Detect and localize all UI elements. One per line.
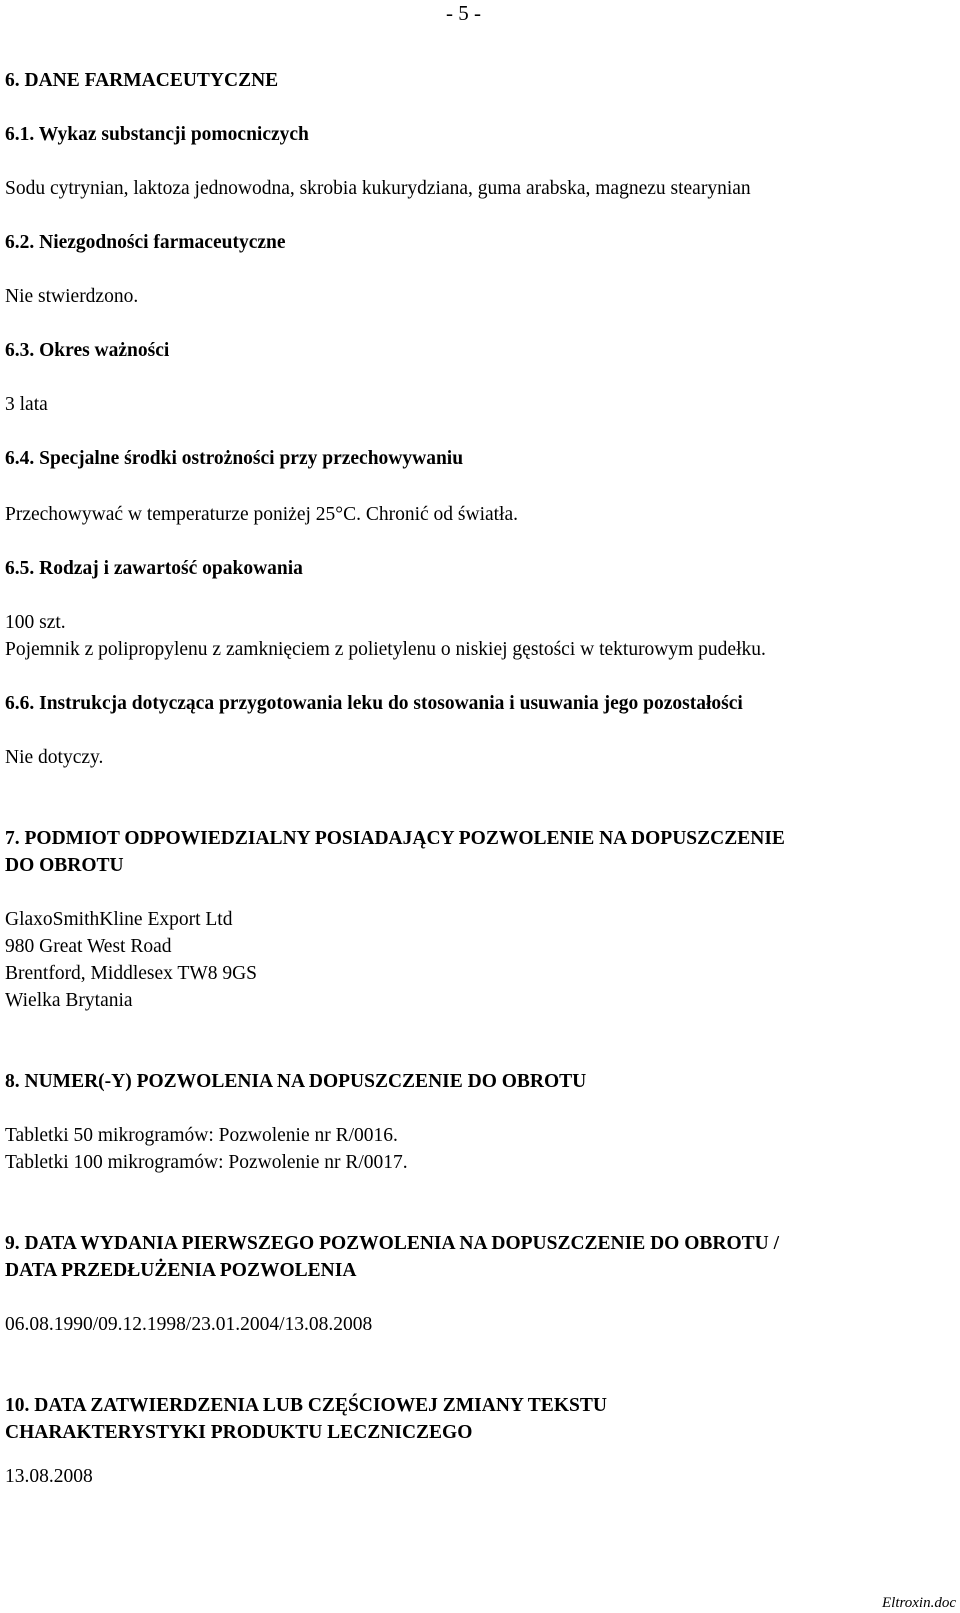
section-10-date: 13.08.2008 [5, 1466, 93, 1487]
section-9-dates: 06.08.1990/09.12.1998/23.01.2004/13.08.2008 [5, 1314, 373, 1335]
section-9-heading-line1: 9. DATA WYDANIA PIERWSZEGO POZWOLENIA NA DOPUSZCZENIE DO OBROTU / [5, 1233, 780, 1254]
section-9-heading-line2: DATA PRZEDŁUŻENIA POZWOLENIA [5, 1260, 357, 1281]
section-10-heading-line2: CHARAKTERYSTYKI PRODUKTU LECZNICZEGO [5, 1422, 473, 1443]
address-line: Brentford, Middlesex TW8 9GS [5, 963, 258, 984]
section-7-heading-line2: DO OBROTU [5, 855, 124, 876]
section-7-heading-line1: 7. PODMIOT ODPOWIEDZIALNY POSIADAJĄCY POZWOLENIE NA DOPUSZCZENIE [5, 828, 785, 849]
address-line: 980 Great West Road [5, 936, 172, 957]
section-6-1-text: Sodu cytrynian, laktoza jednowodna, skrobia kukurydziana, guma arabska, magnezu stearynian [5, 178, 751, 199]
section-6-5-text-line1: 100 szt. [5, 612, 66, 633]
section-6-4-text: Przechowywać w temperaturze poniżej 25°C. Chronić od światła. [5, 504, 519, 525]
section-6-2-text: Nie stwierdzono. [5, 286, 139, 307]
section-6-1-heading: 6.1. Wykaz substancji pomocniczych [5, 124, 309, 145]
section-6-6-heading: 6.6. Instrukcja dotycząca przygotowania leku do stosowania i usuwania jego pozostałości [5, 693, 743, 714]
authorization-line: Tabletki 50 mikrogramów: Pozwolenie nr R/0016. [5, 1125, 398, 1146]
footer-filename: Eltroxin.doc [881, 1595, 956, 1611]
section-8-heading: 8. NUMER(-Y) POZWOLENIA NA DOPUSZCZENIE DO OBROTU [5, 1071, 587, 1092]
section-6-5-heading: 6.5. Rodzaj i zawartość opakowania [5, 558, 303, 579]
section-6-6-text: Nie dotyczy. [5, 747, 104, 768]
section-10-heading-line1: 10. DATA ZATWIERDZENIA LUB CZĘŚCIOWEJ ZMIANY TEKSTU [5, 1395, 607, 1416]
page-number: - 5 - [446, 1, 481, 25]
section-6-2-heading: 6.2. Niezgodności farmaceutyczne [5, 232, 286, 253]
section-6-4-heading: 6.4. Specjalne środki ostrożności przy przechowywaniu [5, 448, 464, 469]
authorization-line: Tabletki 100 mikrogramów: Pozwolenie nr R/0017. [5, 1152, 408, 1173]
address-line: GlaxoSmithKline Export Ltd [5, 909, 233, 930]
address-line: Wielka Brytania [5, 990, 133, 1011]
section-6-5-text-line2: Pojemnik z polipropylenu z zamknięciem z polietylenu o niskiej gęstości w tekturowym pudełku. [5, 639, 766, 660]
section-6-heading: 6. DANE FARMACEUTYCZNE [5, 70, 279, 91]
section-6-3-text: 3 lata [5, 394, 48, 415]
section-6-3-heading: 6.3. Okres ważności [5, 340, 170, 361]
